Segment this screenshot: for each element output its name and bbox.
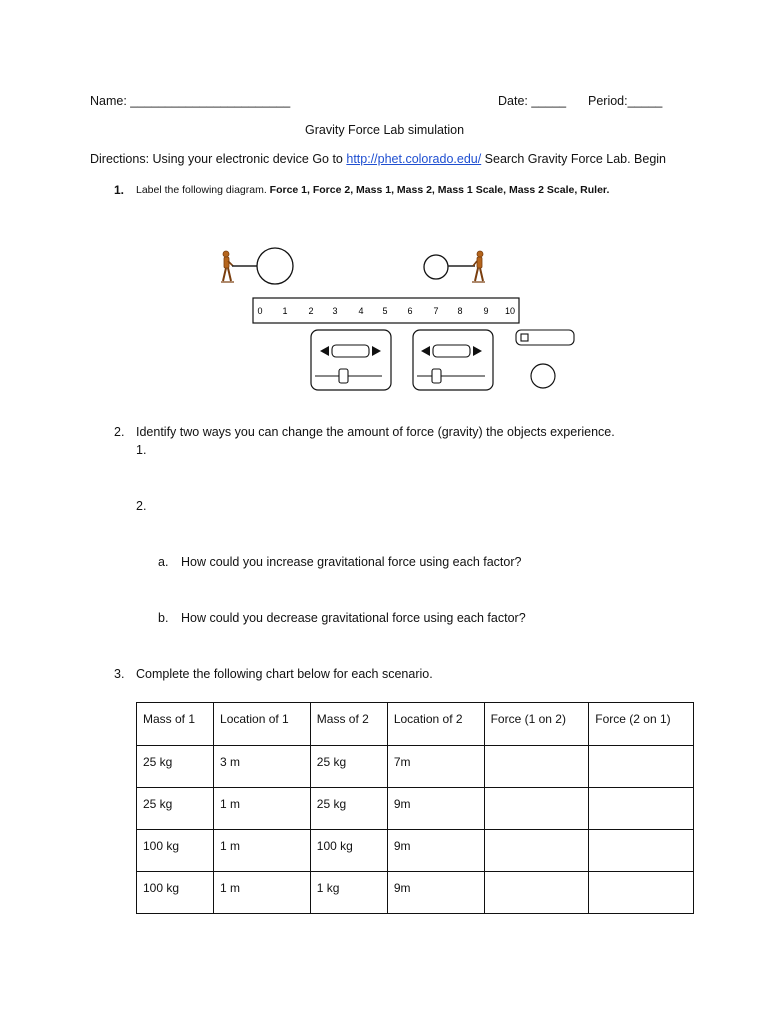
q3-number: 3.	[114, 667, 125, 681]
mass-1-slider-thumb	[339, 369, 348, 383]
table-cell: 1 kg	[310, 872, 387, 914]
answer-cell[interactable]	[589, 788, 694, 830]
q2-answer-1-label: 1.	[136, 443, 147, 457]
mass-2-value-box	[433, 345, 470, 357]
directions-prefix: Directions: Using your electronic device Go to	[90, 152, 347, 166]
q2-text: Identify two ways you can change the amount of force (gravity) the objects experience.	[136, 425, 615, 439]
table-row	[137, 788, 694, 830]
header-cell: Location of 2	[387, 703, 484, 746]
answer-cell[interactable]	[589, 746, 694, 788]
ruler-tick: 10	[504, 306, 516, 316]
date-field[interactable]: Date: _____	[498, 94, 567, 108]
show-values-checkbox	[521, 334, 528, 341]
table-row	[137, 872, 694, 914]
q1-instruction: Label the following diagram.	[136, 184, 270, 196]
header-cell: Mass of 2	[310, 703, 387, 746]
gravity-lab-diagram	[0, 0, 770, 400]
header-cell: Force (1 on 2)	[484, 703, 589, 746]
q3-text: Complete the following chart below for each scenario.	[136, 667, 433, 681]
mass-2-slider-thumb	[432, 369, 441, 383]
ruler[interactable]	[253, 298, 519, 323]
directions-suffix: Search Gravity Force Lab. Begin	[481, 152, 667, 166]
table-cell: 9m	[387, 788, 484, 830]
mass-1-value-box	[332, 345, 369, 357]
ruler-tick: 3	[332, 306, 338, 316]
header-cell: Mass of 1	[137, 703, 214, 746]
table-row	[137, 746, 694, 788]
ruler-tick: 0	[257, 306, 263, 316]
q2b-text: How could you decrease gravitational force using each factor?	[181, 611, 526, 625]
ruler-tick: 1	[282, 306, 288, 316]
mass-1-scale-panel[interactable]	[311, 330, 391, 390]
q2a-text: How could you increase gravitational force using each factor?	[181, 555, 522, 569]
mass-2-scale-panel[interactable]	[413, 330, 493, 390]
name-field[interactable]: Name: _______________________	[90, 94, 291, 108]
q2-number: 2.	[114, 425, 125, 439]
table-cell: 25 kg	[310, 788, 387, 830]
table-row	[137, 830, 694, 872]
table-header-row	[137, 703, 694, 746]
answer-cell[interactable]	[589, 830, 694, 872]
ruler-tick: 9	[483, 306, 489, 316]
ruler-tick: 6	[407, 306, 413, 316]
answer-cell[interactable]	[484, 872, 589, 914]
phet-link[interactable]: http://phet.colorado.edu/	[346, 152, 482, 166]
answer-cell[interactable]	[484, 788, 589, 830]
ruler-tick: 7	[433, 306, 439, 316]
table-cell: 3 m	[214, 746, 311, 788]
mass-1[interactable]	[257, 248, 293, 284]
answer-cell[interactable]	[484, 746, 589, 788]
show-values-control[interactable]	[516, 330, 574, 345]
header-cell: Location of 1	[214, 703, 311, 746]
ruler-tick: 4	[358, 306, 364, 316]
ruler-tick: 8	[457, 306, 463, 316]
q2a-label: a.	[158, 555, 169, 569]
table-cell: 1 m	[214, 872, 311, 914]
table-cell: 1 m	[214, 830, 311, 872]
table-cell: 100 kg	[137, 872, 214, 914]
table-cell: 25 kg	[137, 746, 214, 788]
table-cell: 9m	[387, 872, 484, 914]
answer-cell[interactable]	[484, 830, 589, 872]
q2-answer-2-label: 2.	[136, 499, 147, 513]
answer-cell[interactable]	[589, 872, 694, 914]
header-cell: Force (2 on 1)	[589, 703, 694, 746]
mass-2[interactable]	[424, 255, 448, 279]
page-title: Gravity Force Lab simulation	[305, 123, 465, 137]
q2b-label: b.	[158, 611, 169, 625]
table-cell: 25 kg	[137, 788, 214, 830]
table-cell: 1 m	[214, 788, 311, 830]
table-cell: 100 kg	[310, 830, 387, 872]
reset-button[interactable]	[531, 364, 555, 388]
ruler-tick: 5	[382, 306, 388, 316]
scenario-table	[136, 702, 694, 914]
period-field[interactable]: Period:_____	[588, 94, 663, 108]
q1-label-list: Force 1, Force 2, Mass 1, Mass 2, Mass 1 Scale, Mass 2 Scale, Ruler.	[269, 184, 610, 196]
q1-number: 1.	[114, 183, 125, 197]
table-cell: 9m	[387, 830, 484, 872]
table-cell: 7m	[387, 746, 484, 788]
table-cell: 25 kg	[310, 746, 387, 788]
ruler-tick: 2	[308, 306, 314, 316]
table-cell: 100 kg	[137, 830, 214, 872]
